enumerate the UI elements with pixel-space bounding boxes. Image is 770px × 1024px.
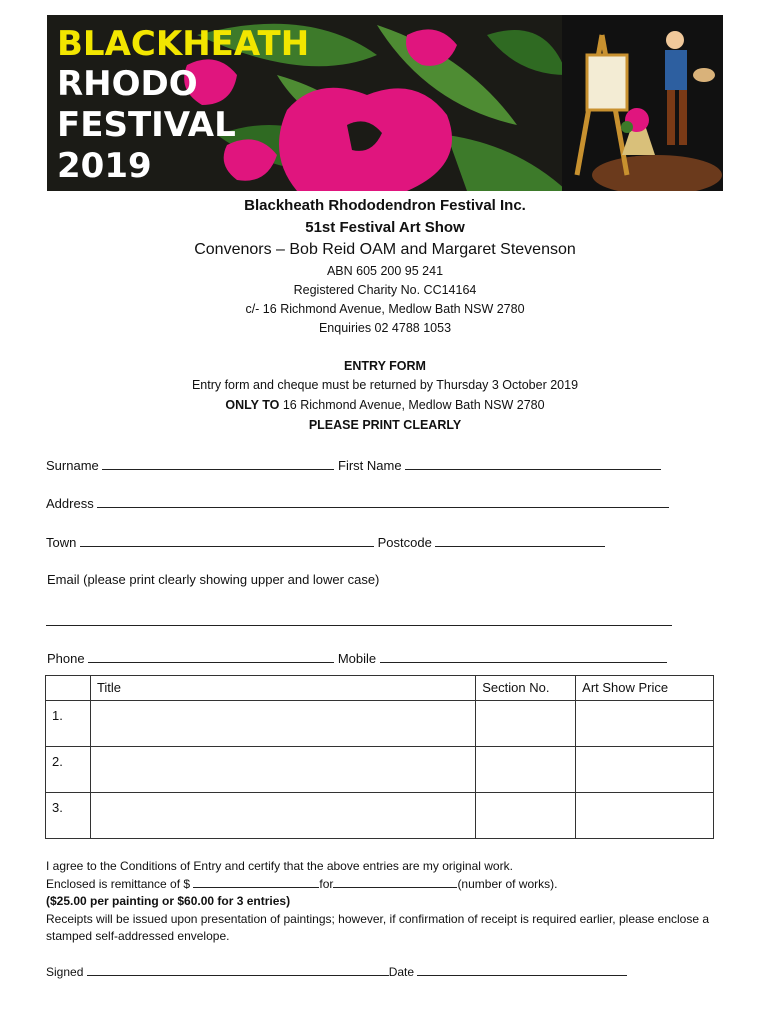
price-cell[interactable] xyxy=(576,747,714,793)
remittance-for-label: for xyxy=(319,877,334,891)
postcode-label: Postcode xyxy=(377,535,432,550)
abn: ABN 605 200 95 241 xyxy=(326,264,444,278)
remittance-label: Enclosed is remittance of $ xyxy=(46,877,191,891)
table-header-number xyxy=(46,676,91,701)
festival-banner xyxy=(47,15,723,191)
town-row xyxy=(46,534,605,550)
table-row xyxy=(46,793,714,839)
banner-line-3: FESTIVAL xyxy=(57,105,236,145)
remittance-row xyxy=(46,876,736,893)
banner-line-4: 2019 xyxy=(57,146,152,186)
only-to-address: 16 Richmond Avenue, Medlow Bath NSW 2780 xyxy=(279,398,545,412)
phone-field[interactable] xyxy=(88,650,334,663)
signature-row xyxy=(46,964,736,981)
only-to-label: ONLY TO xyxy=(225,398,280,412)
return-deadline: Entry form and cheque must be returned by Thursday 3 October 2019 xyxy=(191,378,579,392)
address-row xyxy=(46,495,669,511)
signature-field[interactable] xyxy=(87,964,389,976)
fee-note: ($25.00 per painting or $60.00 for 3 entries) xyxy=(46,894,291,908)
banner-line-1: BLACKHEATH xyxy=(57,24,310,64)
title-cell[interactable] xyxy=(90,701,475,747)
mobile-label: Mobile xyxy=(337,651,377,666)
price-cell[interactable] xyxy=(576,701,714,747)
phone-label: Phone xyxy=(47,651,85,666)
return-address xyxy=(0,398,770,412)
receipts-note: Receipts will be issued upon presentation of paintings; however, if confirmation of receipt is required earlier, please enclose a stamped self-addressed envelope. xyxy=(46,912,710,943)
section-cell[interactable] xyxy=(476,747,576,793)
email-field[interactable] xyxy=(46,625,672,626)
surname-field[interactable] xyxy=(102,457,334,470)
table-row xyxy=(46,747,714,793)
date-field[interactable] xyxy=(417,964,627,976)
signed-label: Signed xyxy=(46,965,84,979)
entry-form-title: ENTRY FORM xyxy=(344,359,426,373)
town-field[interactable] xyxy=(80,534,374,547)
row-number: 3. xyxy=(46,793,91,839)
date-label: Date xyxy=(388,965,415,979)
row-number: 1. xyxy=(46,701,91,747)
entries-table xyxy=(45,675,714,839)
phone-row xyxy=(47,650,667,666)
price-cell[interactable] xyxy=(576,793,714,839)
address-field[interactable] xyxy=(97,495,669,508)
charity-number: Registered Charity No. CC14164 xyxy=(293,283,477,297)
surname-row xyxy=(46,457,661,473)
postcode-field[interactable] xyxy=(435,534,605,547)
table-header-row xyxy=(46,676,714,701)
number-of-works-field[interactable] xyxy=(333,876,457,888)
surname-label: Surname xyxy=(46,458,99,473)
section-cell[interactable] xyxy=(476,701,576,747)
table-row xyxy=(46,701,714,747)
show-title: 51st Festival Art Show xyxy=(305,219,465,236)
table-header-price: Art Show Price xyxy=(576,676,714,701)
print-clearly-note: PLEASE PRINT CLEARLY xyxy=(308,418,462,432)
convenors: Convenors – Bob Reid OAM and Margaret Stevenson xyxy=(194,241,576,258)
email-label: Email (please print clearly showing upper and lower case) xyxy=(47,572,380,587)
postal-address: c/- 16 Richmond Avenue, Medlow Bath NSW 2780 xyxy=(245,302,525,316)
town-label: Town xyxy=(46,535,77,550)
address-label: Address xyxy=(46,496,94,511)
number-of-works-label: (number of works). xyxy=(457,877,558,891)
mobile-field[interactable] xyxy=(380,650,667,663)
agreement-text: I agree to the Conditions of Entry and certify that the above entries are my original work. xyxy=(46,859,513,873)
remittance-amount-field[interactable] xyxy=(193,876,319,888)
enquiries-phone: Enquiries 02 4788 1053 xyxy=(318,321,452,335)
first-name-label: First Name xyxy=(338,458,402,473)
section-cell[interactable] xyxy=(476,793,576,839)
table-header-title: Title xyxy=(90,676,475,701)
title-cell[interactable] xyxy=(90,793,475,839)
org-name: Blackheath Rhododendron Festival Inc. xyxy=(244,197,526,214)
row-number: 2. xyxy=(46,747,91,793)
banner-artwork xyxy=(47,15,723,191)
banner-line-2: RHODO xyxy=(57,64,198,104)
table-header-section: Section No. xyxy=(476,676,576,701)
title-cell[interactable] xyxy=(90,747,475,793)
first-name-field[interactable] xyxy=(405,457,661,470)
